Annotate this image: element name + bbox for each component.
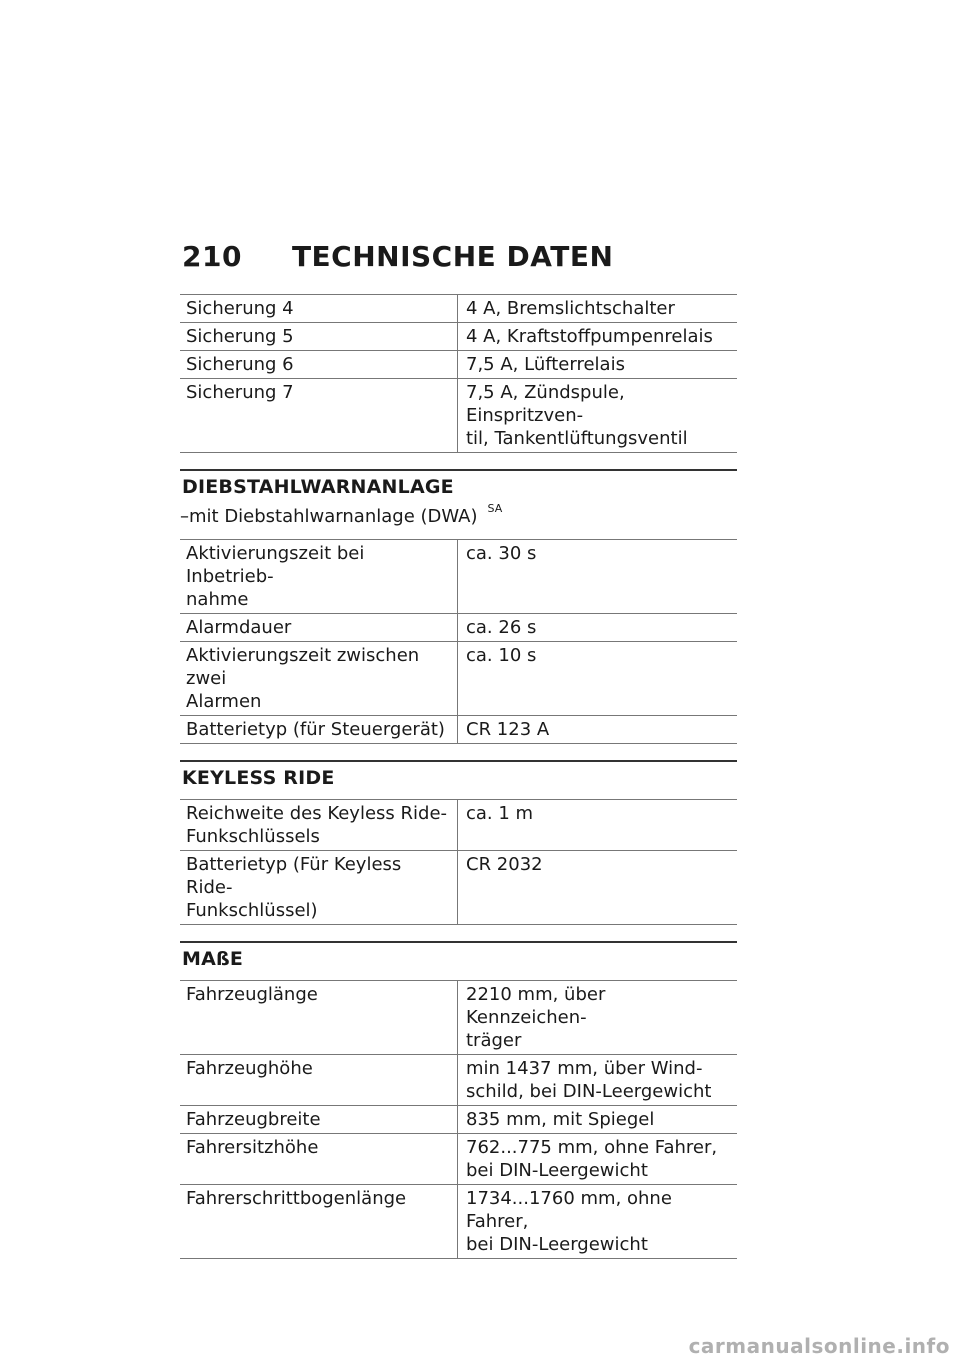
row-label: Sicherung 4 (180, 295, 458, 323)
row-value: 4 A, Kraftstoffpumpenrelais (458, 323, 738, 351)
fuses-table (180, 294, 737, 453)
alarm-note (180, 502, 737, 527)
row-label: Batterietyp (Für Keyless Ride- Funkschlüssel) (180, 851, 458, 925)
row-value: CR 123 A (458, 716, 738, 744)
row-label: Sicherung 6 (180, 351, 458, 379)
row-label: Aktivierungszeit bei Inbetrieb- nahme (180, 540, 458, 614)
watermark: carmanualsonline.info (688, 1334, 950, 1358)
row-label: Sicherung 5 (180, 323, 458, 351)
row-value: CR 2032 (458, 851, 738, 925)
row-label: Fahrzeuglänge (180, 981, 458, 1055)
row-label: Fahrersitzhöhe (180, 1134, 458, 1185)
table-row (180, 1055, 737, 1106)
table-row (180, 351, 737, 379)
row-label: Fahrerschrittbogenlänge (180, 1185, 458, 1259)
row-value: 2210 mm, über Kennzeichen- träger (458, 981, 738, 1055)
row-value: min 1437 mm, über Wind- schild, bei DIN-Leergewicht (458, 1055, 738, 1106)
row-value: 835 mm, mit Spiegel (458, 1106, 738, 1134)
table-row (180, 642, 737, 716)
alarm-note-text: –mit Diebstahlwarnanlage (DWA) (180, 506, 478, 527)
table-row (180, 323, 737, 351)
table-row (180, 295, 737, 323)
table-row (180, 851, 737, 925)
table-row (180, 614, 737, 642)
row-value: ca. 30 s (458, 540, 738, 614)
row-value: 4 A, Bremslichtschalter (458, 295, 738, 323)
row-value: 7,5 A, Zündspule, Einspritzven- til, Tankentlüftungsventil (458, 379, 738, 453)
sa-badge: SA (487, 502, 503, 515)
page-header (182, 240, 613, 273)
row-value: ca. 26 s (458, 614, 738, 642)
table-row (180, 981, 737, 1055)
page-number: 210 (182, 240, 242, 273)
row-value: ca. 10 s (458, 642, 738, 716)
row-label: Fahrzeugbreite (180, 1106, 458, 1134)
table-row (180, 1134, 737, 1185)
keyless-section (180, 760, 737, 925)
row-label: Aktivierungszeit zwischen zwei Alarmen (180, 642, 458, 716)
dimensions-table (180, 980, 737, 1259)
dimensions-section (180, 941, 737, 1259)
row-value: 762...775 mm, ohne Fahrer, bei DIN-Leergewicht (458, 1134, 738, 1185)
row-label: Batterietyp (für Steuergerät) (180, 716, 458, 744)
table-row (180, 716, 737, 744)
keyless-section-title: KEYLESS RIDE (182, 767, 335, 789)
alarm-table (180, 539, 737, 744)
table-row (180, 540, 737, 614)
row-value: 7,5 A, Lüfterrelais (458, 351, 738, 379)
alarm-section (180, 469, 737, 744)
row-value: 1734...1760 mm, ohne Fahrer, bei DIN-Leergewicht (458, 1185, 738, 1259)
content (180, 294, 737, 1259)
page-title: TECHNISCHE DATEN (291, 240, 614, 273)
row-label: Reichweite des Keyless Ride- Funkschlüssels (180, 800, 458, 851)
row-label: Alarmdauer (180, 614, 458, 642)
table-row (180, 379, 737, 453)
table-row (180, 800, 737, 851)
row-value: ca. 1 m (458, 800, 738, 851)
keyless-table (180, 799, 737, 925)
alarm-section-title: DIEBSTAHLWARNANLAGE (182, 476, 454, 498)
table-row (180, 1106, 737, 1134)
dimensions-section-title: MAßE (182, 948, 244, 970)
row-label: Fahrzeughöhe (180, 1055, 458, 1106)
table-row (180, 1185, 737, 1259)
row-label: Sicherung 7 (180, 379, 458, 453)
